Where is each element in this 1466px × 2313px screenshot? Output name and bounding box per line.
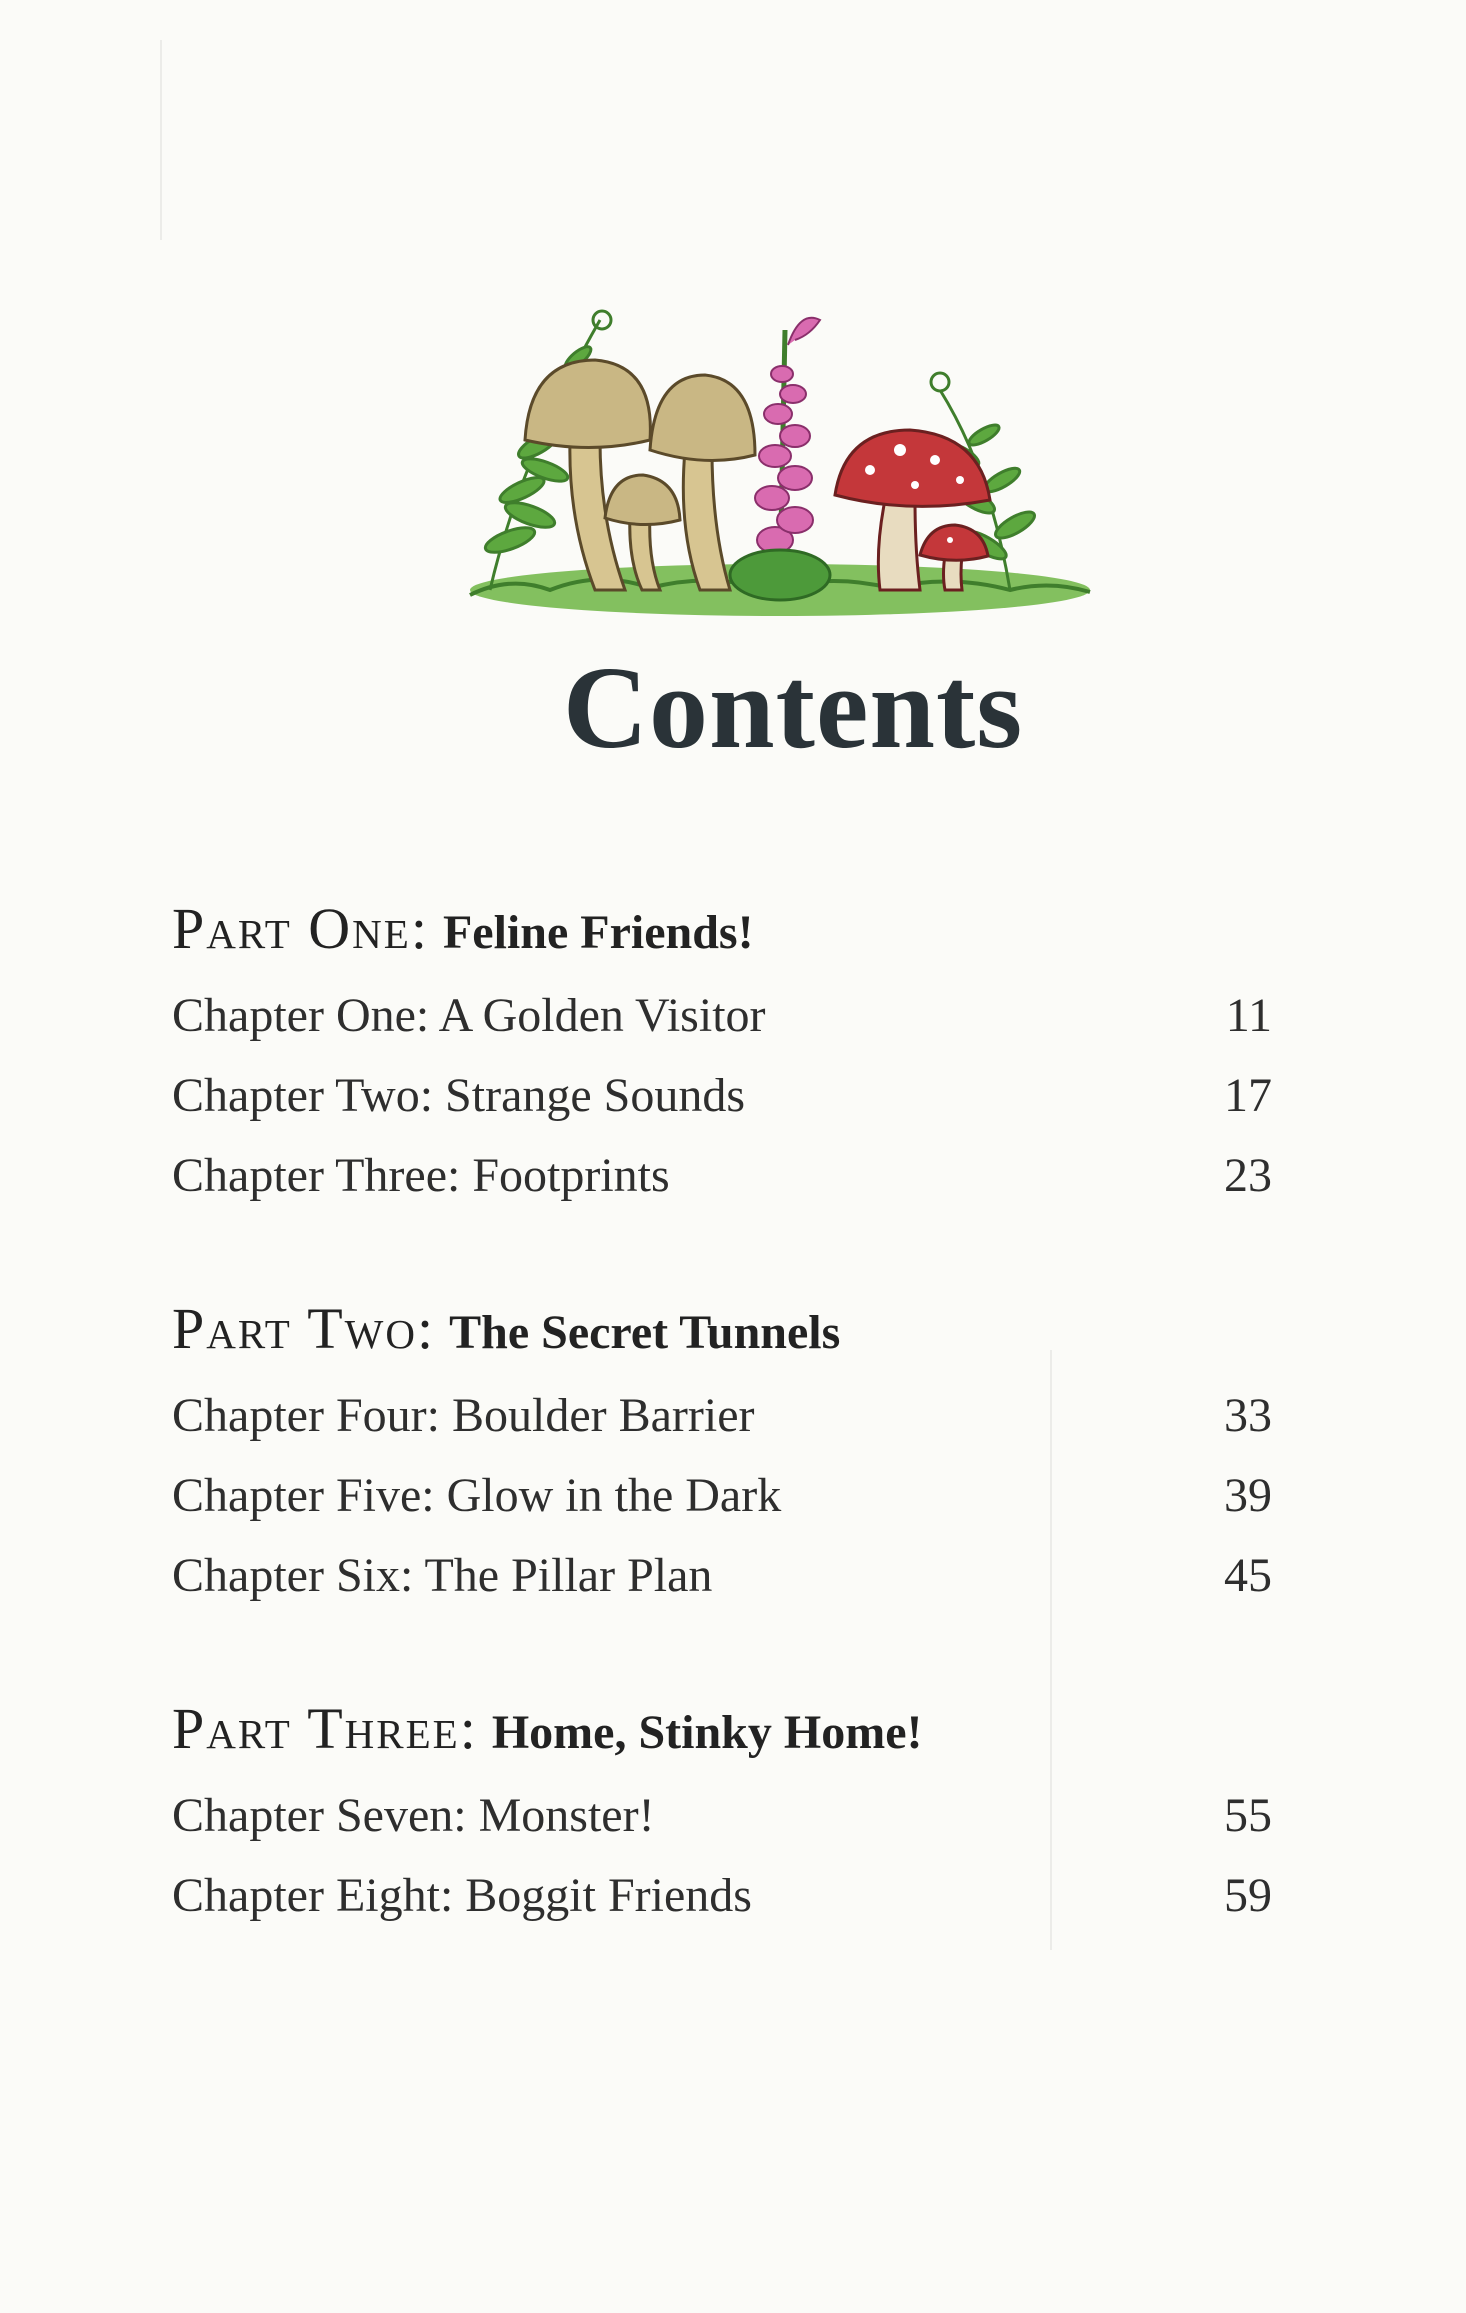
part-heading-three [172, 1695, 1292, 1775]
toc-entry[interactable] [172, 1388, 1272, 1458]
part-subtitle: Home, Stinky Home! [491, 1706, 923, 1759]
chapter-title: Chapter Six: The Pillar Plan [172, 1549, 713, 1602]
mushrooms-and-ferns-illustration [450, 290, 1100, 620]
page-number: 23 [1224, 1149, 1272, 1202]
page-number: 59 [1224, 1869, 1272, 1922]
toc-entry[interactable] [172, 1468, 1272, 1538]
toc-entry[interactable] [172, 1068, 1272, 1138]
page-number: 55 [1224, 1789, 1272, 1842]
toc-entry[interactable] [172, 1148, 1272, 1218]
page-title: Contents [562, 642, 1024, 773]
chapter-title: Chapter Three: Footprints [172, 1149, 670, 1202]
part-label: Part One: [172, 896, 429, 961]
page-number: 17 [1224, 1069, 1272, 1122]
page-number: 11 [1225, 989, 1272, 1042]
part-heading-two [172, 1295, 1292, 1375]
toc-entry[interactable] [172, 1788, 1272, 1858]
part-label: Part Three: [172, 1696, 478, 1761]
part-heading-one [172, 895, 1292, 975]
chapter-title: Chapter Four: Boulder Barrier [172, 1389, 755, 1442]
part-label: Part Two: [172, 1296, 436, 1361]
toc-entry[interactable] [172, 1548, 1272, 1618]
chapter-title: Chapter One: A Golden Visitor [172, 989, 766, 1042]
part-subtitle: The Secret Tunnels [449, 1306, 841, 1359]
toc-entry[interactable] [172, 1868, 1272, 1938]
chapter-title: Chapter Seven: Monster! [172, 1789, 655, 1842]
part-subtitle: Feline Friends! [442, 906, 754, 959]
page-number: 39 [1224, 1469, 1272, 1522]
chapter-title: Chapter Eight: Boggit Friends [172, 1869, 752, 1922]
page-number: 45 [1224, 1549, 1272, 1602]
scan-artifact [160, 40, 162, 240]
toc-entry[interactable] [172, 988, 1272, 1058]
chapter-title: Chapter Five: Glow in the Dark [172, 1469, 782, 1522]
chapter-title: Chapter Two: Strange Sounds [172, 1069, 746, 1122]
page-number: 33 [1224, 1389, 1272, 1442]
